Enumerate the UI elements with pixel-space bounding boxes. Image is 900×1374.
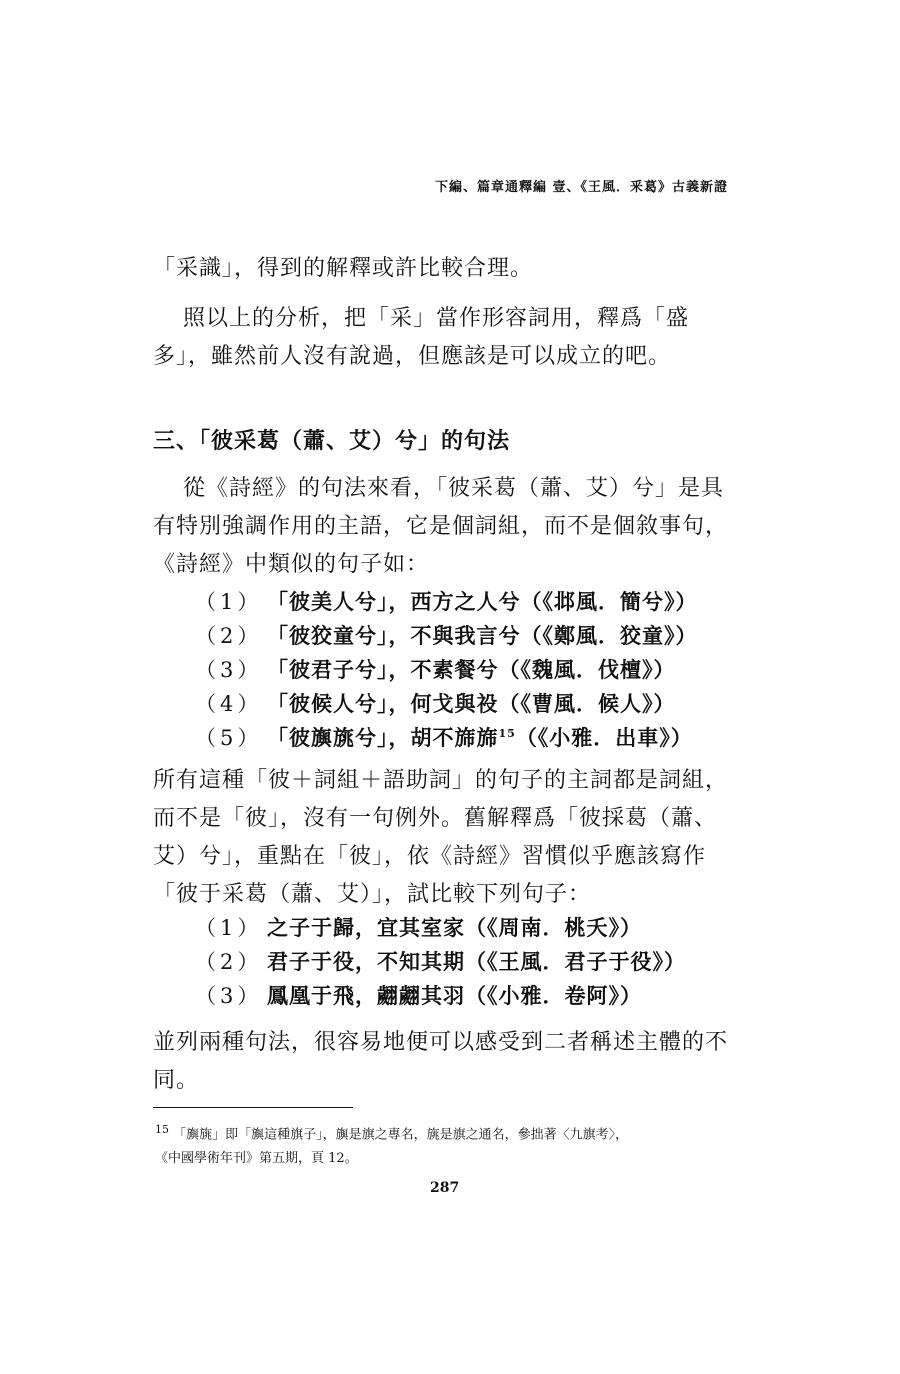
- list-item: [195, 686, 740, 720]
- list-number: （2）: [195, 950, 263, 974]
- running-header: 下編、篇章通釋編 壹、《王風．釆葛》古義新證: [434, 180, 728, 195]
- example-list-2: [195, 910, 740, 1012]
- list-item: [195, 978, 740, 1012]
- list-item: [195, 618, 740, 652]
- list-text: 「彼美人兮」，西方之人兮（《邶風．簡兮》）: [267, 589, 698, 614]
- paragraph-2: 照以上的分析，把「采」當作形容詞用，釋爲「盛多」，雖然前人沒有說過，但應該是可以成立的吧。: [153, 306, 690, 369]
- list-text: 「彼君子兮」，不素餐兮（《魏風．伐檀》）: [267, 657, 676, 682]
- footnote-ref[interactable]: 15: [498, 727, 516, 740]
- list-item: [195, 910, 740, 944]
- list-number: （1）: [195, 590, 263, 614]
- list-item: [195, 944, 740, 978]
- list-item: [195, 584, 740, 618]
- page-number: 287: [430, 1180, 460, 1196]
- list-text: 之子于歸，宜其室家（《周南．桃夭》）: [267, 915, 642, 940]
- section-heading: 三、「彼采葛（蕭、艾）兮」的句法: [153, 428, 511, 454]
- footnote-mark: 15: [155, 1123, 169, 1136]
- paragraph-5: 並列兩種句法，很容易地便可以感受到二者稱述主體的不同。: [153, 1030, 729, 1093]
- list-item: [195, 652, 740, 686]
- paragraph-3: 從《詩經》的句法來看，「彼采葛（蕭、艾）兮」是具有特別強調作用的主語，它是個詞組，而不是個敘事句，《詩經》中類似的句子如：: [153, 476, 729, 577]
- list-number: （3）: [195, 984, 263, 1008]
- footnote-line-1: $^{15}$ 「旟旐」即「旟這種旗子」，旟是旗之專名，旐是旗之通名，參拙著〈九旗考〉，: [155, 1123, 629, 1143]
- list-text: [267, 722, 693, 752]
- list-number: （1）: [195, 916, 263, 940]
- list-number: （2）: [195, 624, 263, 648]
- list-text-tail: （《小雅．出車》）: [515, 725, 693, 750]
- paragraph-1: 「采識」，得到的解釋或許比較合理。: [153, 256, 534, 281]
- list-text: 君子于役，不知其期（《王風．君子于役》）: [267, 949, 686, 974]
- list-text: 「彼候人兮」，何戈與祋（《曹風．候人》）: [267, 691, 676, 716]
- list-number: （5）: [195, 726, 263, 750]
- footnote-line-2: 《中國學術年刊》第五期，頁 12。: [155, 1151, 358, 1167]
- paragraph-4: 所有這種「彼＋詞組＋語助詞」的句子的主詞都是詞組，而不是「彼」，沒有一句例外。舊解釋爲「彼採葛（蕭、艾）兮」，重點在「彼」，依《詩經》習慣似乎應該寫作「彼于采葛（蕭、艾）」，試比較下列句子：: [153, 768, 729, 907]
- list-text: 鳳凰于飛，翽翽其羽（《小雅．卷阿》）: [267, 983, 642, 1008]
- list-text-main: 「彼旟旐兮」，胡不旆旆: [267, 725, 499, 750]
- list-text: 「彼狡童兮」，不與我言兮（《鄭風．狡童》）: [267, 623, 698, 648]
- footnote: [155, 1118, 755, 1171]
- list-item: [195, 720, 740, 754]
- list-number: （4）: [195, 692, 263, 716]
- example-list-1: [195, 584, 740, 754]
- footnote-divider: [153, 1107, 353, 1108]
- list-number: （3）: [195, 658, 263, 682]
